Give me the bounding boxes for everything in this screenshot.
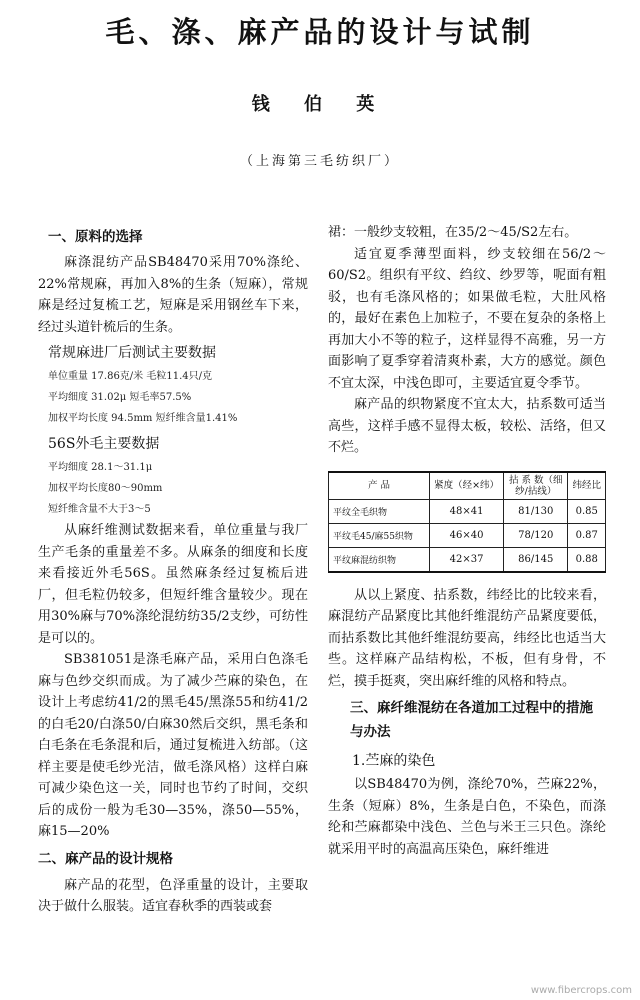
- paragraph: 麻产品的织物紧度不宜太大，拈系数可适当高些，这样手感不显得太板，较松、活络，但又不烂。: [328, 397, 606, 455]
- table-cell: 0.87: [568, 523, 606, 547]
- paragraph: 裙：一般纱支较粗，在35/2～45/S2左右。: [328, 225, 578, 240]
- table-row: [329, 523, 606, 547]
- author-name: 钱 伯 英: [251, 94, 389, 115]
- table-cell: 78/120: [504, 523, 568, 547]
- table-cell: 平纹全毛织物: [329, 499, 430, 523]
- data-line: 平均细度 28.1～31.1μ: [48, 462, 153, 473]
- table-header: 拈 系 数（细纱/拈线）: [504, 472, 568, 500]
- paragraph: 适宜夏季薄型面料，纱支较细在56/2～60/S2。组织有平纹、绉纹、纱罗等，呢面有粗驳，也有毛涤风格的；如果做毛粒，大肚风格的，最好在素色上加粒子，不要在复杂的条格上再加大小不等的粒子，这样显得不高雅，另一方面影响了夏季穿着清爽朴素，大方的感觉。颜色不宜太深，中浅色即可，主要适宜夏令季节。: [328, 246, 606, 391]
- paragraph: 麻涤混纺产品SB48470采用70%涤纶、22%常规麻，再加入8%的生条（短麻），常规麻是经过复梳工艺，短麻是采用钢丝车下来，经过头道针梳后的生条。: [38, 255, 308, 335]
- section-heading-3: 三、麻纤维混纺在各道加工过程中的措施与办法: [350, 700, 593, 740]
- paragraph: 从以上紧度、拈系数，纬经比的比较来看，麻混纺产品紧度比其他纤维混纺产品紧度要低，而拈系数比其他纤维混纺要高，纬经比也适当大些。这样麻产品结构松，不板，但有身骨，不烂，摸手挺爽，突出麻纤维的风格和特点。: [328, 587, 606, 689]
- data-line: 单位重量 17.86克/米 毛粒11.4只/克: [48, 371, 212, 382]
- table-cell: 86/145: [504, 547, 568, 572]
- table-row: [329, 499, 606, 523]
- table-cell: 0.88: [568, 547, 606, 572]
- table-header: 产 品: [329, 472, 430, 500]
- paragraph: 从麻纤维测试数据来看，单位重量与我厂生产毛条的重量差不多。从麻条的细度和长度来看接近外毛56S。虽然麻条经过复梳后进厂，但毛粒仍较多，但短纤维含量较少。现在用30%麻与70%涤纶混纺纺35/2支纱，可纺性是可以的。: [38, 523, 308, 646]
- article-title: 毛、涤、麻产品的设计与试制: [105, 15, 535, 49]
- table-header: 纬经比: [568, 472, 606, 500]
- data-line: 加权平均长度80～90mm: [48, 483, 163, 494]
- data-subheading: 常规麻进厂后测试主要数据: [48, 345, 216, 361]
- table-cell: 81/130: [504, 499, 568, 523]
- watermark: www.fibercrops.com: [530, 985, 632, 996]
- paragraph: SB381051是涤毛麻产品，采用白色涤毛麻与色纱交织而成。为了减少苎麻的染色，在设计上考虑纺41/2的黑毛45/黑涤55和纺41/2的白毛20/白涤50/白麻30然后交织，黑毛条和白毛条在毛条混和后，通过复梳进入纺部。（这样主要是使毛纱光洁，做毛涤风格）这样白麻可减少染色这一关，同时也节约了时间，交织后的成份一般为毛30—35%，涤50—55%，麻15—20%: [38, 652, 308, 839]
- table-cell: 平纹麻混纺织物: [329, 547, 430, 572]
- subsection-heading: 1.苎麻的染色: [352, 753, 436, 769]
- section-heading-2: 二、麻产品的设计规格: [38, 850, 173, 867]
- data-line: 平均细度 31.02μ 短毛率57.5%: [48, 392, 192, 403]
- data-line: 短纤维含量不大于3～5: [48, 504, 151, 515]
- right-column: [328, 222, 606, 860]
- table-cell: 46×40: [430, 523, 504, 547]
- section-heading-1: 一、原料的选择: [48, 229, 143, 245]
- paragraph: 以SB48470为例，涤纶70%，苎麻22%，生条（短麻）8%，生条是白色，不染色，而涤纶和苎麻都染中浅色、兰色与米王三只色。涤纶就采用平时的高温高压染色，麻纤维进: [328, 777, 606, 857]
- table-header: 紧度（经×纬）: [430, 472, 504, 500]
- left-column: [38, 222, 308, 918]
- table-cell: 48×41: [430, 499, 504, 523]
- fabric-spec-table: [328, 471, 606, 573]
- affiliation: （上海第三毛纺织厂）: [239, 154, 400, 169]
- table-cell: 42×37: [430, 547, 504, 572]
- data-line: 加权平均长度 94.5mm 短纤维含量1.41%: [48, 413, 238, 424]
- data-subheading: 56S外毛主要数据: [48, 436, 160, 452]
- paragraph: 麻产品的花型，色泽重量的设计，主要取决于做什么服装。适宜春秋季的西装或套: [38, 877, 308, 914]
- table-row: [329, 547, 606, 572]
- table-cell: 0.85: [568, 499, 606, 523]
- table-cell: 平纹毛45/麻55织物: [329, 523, 430, 547]
